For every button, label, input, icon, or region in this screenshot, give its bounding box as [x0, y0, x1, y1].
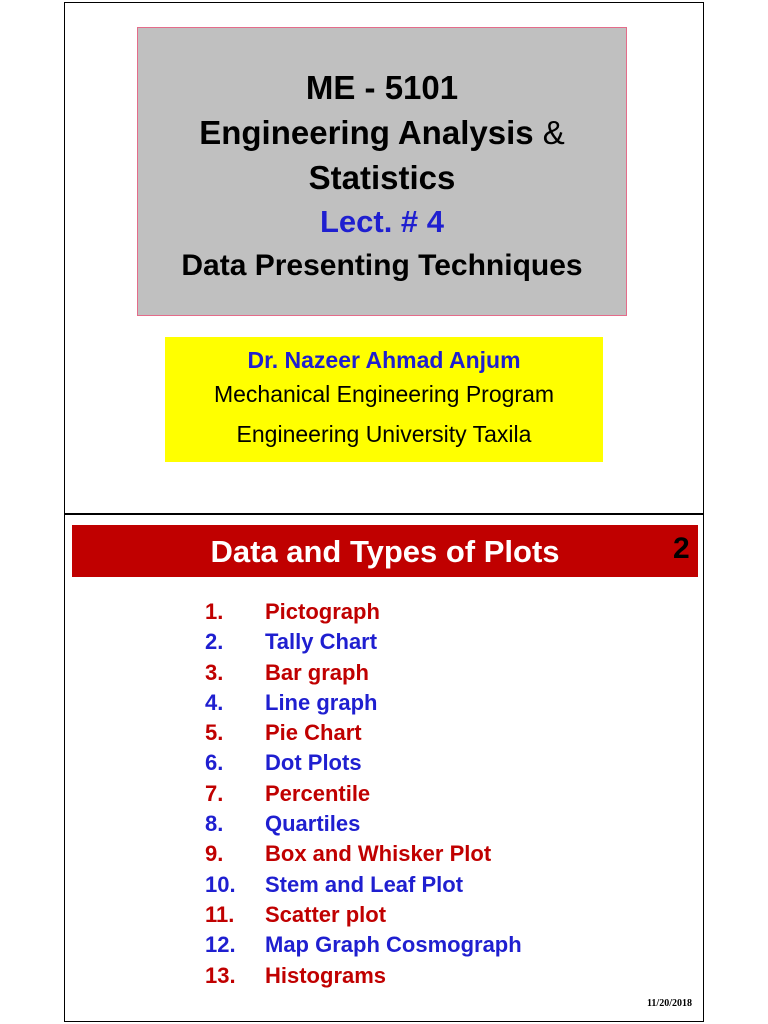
- list-item-label: Pictograph: [265, 599, 380, 624]
- course-subject: [138, 110, 626, 155]
- list-item-number: 8.: [205, 811, 224, 837]
- slide-2: [64, 514, 704, 1022]
- course-subject-amp: &: [542, 114, 565, 151]
- list-item-label: Bar graph: [265, 659, 369, 685]
- list-item: [205, 688, 522, 718]
- list-item-label: Quartiles: [265, 811, 361, 837]
- list-item: [205, 809, 522, 839]
- page-number: 2: [673, 532, 690, 565]
- university-name: Engineering University Taxila: [236, 421, 532, 447]
- list-item-label: Histograms: [265, 962, 387, 988]
- list-item-number: 2.: [205, 629, 224, 655]
- slide-header-bar: [72, 525, 698, 577]
- list-item: [205, 839, 522, 869]
- course-code: ME - 5101: [305, 69, 459, 106]
- course-subject-main: Engineering Analysis: [199, 114, 534, 151]
- slide-title: Data and Types of Plots: [210, 534, 560, 569]
- list-item-label: Map Graph Cosmograph: [265, 932, 522, 958]
- list-item: [205, 961, 522, 991]
- list-item-number: 4.: [205, 689, 224, 715]
- list-item: [205, 900, 522, 930]
- list-item: [205, 597, 522, 627]
- list-item: [205, 930, 522, 960]
- date-stamp: 11/20/2018: [646, 998, 692, 1009]
- list-item-number: 9.: [205, 841, 224, 867]
- list-item-label: Line graph: [265, 689, 378, 715]
- list-item: [205, 748, 522, 778]
- list-item-label: Box and Whisker Plot: [265, 841, 492, 867]
- title-box: [137, 27, 627, 316]
- list-item: [205, 779, 522, 809]
- list-item-label: Tally Chart: [265, 629, 378, 655]
- list-item: [205, 870, 522, 900]
- list-item: [205, 658, 522, 688]
- list-item-number: 1.: [205, 599, 224, 624]
- list-item: [205, 627, 522, 657]
- list-item-number: 13.: [205, 962, 236, 988]
- list-item-number: 3.: [205, 659, 224, 685]
- list-item: [205, 718, 522, 748]
- list-item-number: 12.: [205, 932, 236, 958]
- list-item-number: 10.: [205, 871, 236, 897]
- author-name: Dr. Nazeer Ahmad Anjum: [247, 347, 521, 373]
- lecture-number: Lect. # 4: [319, 204, 445, 239]
- slide-1: [64, 2, 704, 514]
- list-item-label: Pie Chart: [265, 720, 362, 746]
- list-item-number: 11.: [205, 901, 235, 927]
- list-item-label: Stem and Leaf Plot: [265, 871, 464, 897]
- list-item-label: Scatter plot: [265, 901, 387, 927]
- author-box: [165, 337, 603, 462]
- list-item-label: Percentile: [265, 780, 371, 806]
- course-subject-end: Statistics: [308, 159, 456, 196]
- list-item-number: 6.: [205, 750, 224, 776]
- list-item-number: 5.: [205, 720, 224, 746]
- list-item-label: Dot Plots: [265, 750, 362, 776]
- lecture-topic: Data Presenting Techniques: [181, 249, 583, 282]
- plot-types-list: [205, 597, 522, 991]
- list-item-number: 7.: [205, 780, 224, 806]
- program-name: Mechanical Engineering Program: [213, 381, 555, 407]
